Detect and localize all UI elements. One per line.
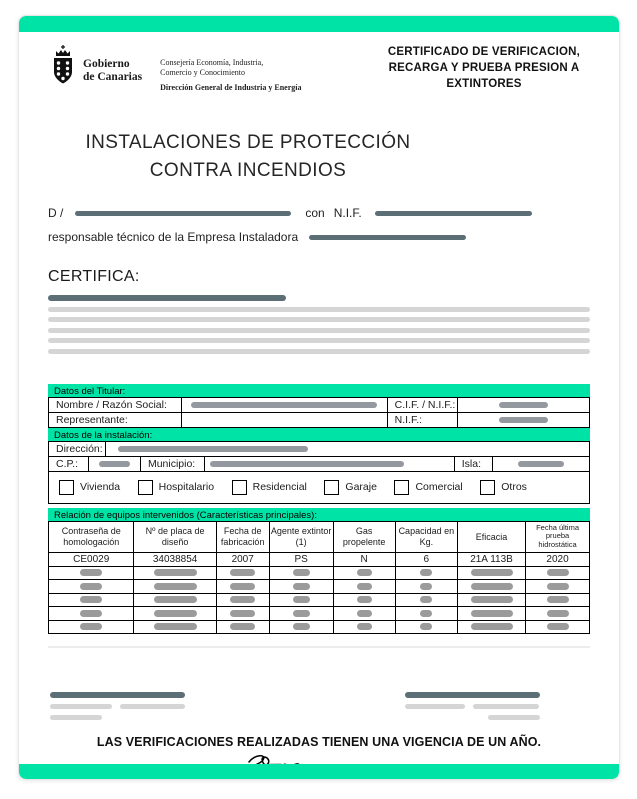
right-signatory-block [405, 692, 540, 720]
checkbox-hospitalario[interactable]: Hospitalario [138, 480, 214, 495]
equipment-body [49, 553, 590, 634]
redacted-cell-value [230, 610, 255, 617]
section-equipos [48, 508, 590, 635]
redacted-cell-value [357, 583, 372, 590]
redacted-cell-value [154, 569, 197, 576]
redacted-cell-value [420, 610, 432, 617]
redacted-cell-value [230, 569, 255, 576]
redacted-cell-value [154, 610, 197, 617]
checkbox-otros[interactable]: Otros [480, 480, 527, 495]
checkbox-box[interactable] [232, 480, 247, 495]
checkbox-box[interactable] [324, 480, 339, 495]
equipment-redacted-row [49, 620, 590, 634]
page-top-accent-bar [19, 16, 619, 32]
redacted-cell-value [230, 583, 255, 590]
col-agente: Agente extintor (1) [269, 521, 333, 553]
titular-table [48, 397, 590, 428]
d-label: D / [48, 206, 64, 221]
department-text: Consejería Economía, Industria, Comercio y Conocimiento Dirección General de Industria y Energía [160, 58, 302, 92]
checkbox-comercial[interactable]: Comercial [394, 480, 462, 495]
redacted-cell-value [471, 569, 513, 576]
redacted-cell-value [80, 596, 102, 603]
intro-lines [48, 206, 590, 244]
nombre-field[interactable] [182, 397, 388, 412]
document-header [48, 44, 590, 95]
section-datos-instalacion [48, 428, 590, 504]
col-contrasena: Contraseña de homologación [49, 521, 134, 553]
divider [48, 646, 590, 648]
canarias-coat-of-arms-icon [48, 44, 78, 95]
col-prueba-hidrostatica: Fecha última prueba hidrostática [526, 521, 590, 553]
redacted-cell-value [471, 596, 513, 603]
certifica-heading: CERTIFICA: [48, 268, 140, 286]
checkbox-vivienda[interactable]: Vivienda [59, 480, 120, 495]
nif-label: N.I.F. [333, 206, 362, 221]
checkbox-box[interactable] [138, 480, 153, 495]
redacted-cell-value [230, 623, 255, 630]
redacted-cell-value [420, 623, 432, 630]
checkbox-box[interactable] [394, 480, 409, 495]
certificate-page [18, 15, 620, 780]
redacted-cell-value [154, 596, 197, 603]
equipment-redacted-row [49, 607, 590, 621]
municipio-label: Municipio: [140, 456, 204, 471]
redacted-cell-value [471, 583, 513, 590]
redacted-cell-value [471, 610, 513, 617]
direccion-field[interactable] [105, 441, 589, 456]
redacted-cell-value [293, 569, 310, 576]
certifica-redacted-paragraph [48, 295, 590, 354]
redacted-cell-value [357, 596, 372, 603]
redacted-cell-value [420, 596, 432, 603]
table-row [49, 397, 590, 412]
vigencia-statement: LAS VERIFICACIONES REALIZADAS TIENEN UNA VIGENCIA DE UN AÑO. [96, 735, 542, 750]
equipment-data-row: CE0029 34038854 2007 PS N 6 21A 113B 2020 [49, 553, 590, 567]
redacted-cell-value [471, 623, 513, 630]
page-title: INSTALACIONES DE PROTECCIÓN CONTRA INCENDIOS [85, 132, 411, 181]
direccion-row [48, 441, 590, 457]
isla-label: Isla: [454, 456, 492, 471]
redacted-cell-value [420, 569, 432, 576]
equipment-header-row [49, 521, 590, 553]
page-bottom-accent-bar [19, 764, 619, 779]
redacted-name-value [75, 211, 291, 216]
signature-blocks [48, 692, 590, 720]
equipment-redacted-row [49, 566, 590, 580]
direccion-label: Dirección: [49, 441, 106, 456]
redacted-cell-value [80, 583, 102, 590]
titular-section-header: Datos del Titular: [48, 384, 590, 398]
col-placa: Nº de placa de diseño [134, 521, 216, 553]
nif-field[interactable] [457, 412, 589, 427]
left-signatory-block [50, 692, 185, 720]
gobierno-canarias-brand [48, 44, 302, 95]
redacted-cell-value [547, 623, 569, 630]
redacted-cell-value [357, 610, 372, 617]
org-name: Gobierno de Canarias [83, 58, 143, 84]
redacted-cell-value [357, 623, 372, 630]
redacted-cell-value [80, 623, 102, 630]
redacted-cell-value [80, 610, 102, 617]
col-capacidad: Capacidad en Kg. [395, 521, 457, 553]
tipo-instalacion-checkboxes [48, 472, 590, 504]
checkbox-box[interactable] [59, 480, 74, 495]
redacted-cell-value [293, 583, 310, 590]
certificate-title: CERTIFICADO DE VERIFICACION, RECARGA Y PRUEBA PRESION A EXTINTORES [387, 46, 581, 91]
checkbox-garaje[interactable]: Garaje [324, 480, 377, 495]
col-gas: Gas propelente [333, 521, 395, 553]
cif-field[interactable] [457, 397, 589, 412]
nif2-label: N.I.F.: [387, 412, 457, 427]
col-fabricacion: Fecha de fabricación [216, 521, 269, 553]
cp-field[interactable] [89, 456, 141, 471]
redacted-cell-value [230, 596, 255, 603]
equipment-table [48, 521, 590, 635]
redacted-nif-value [375, 211, 532, 216]
instalacion-section-header: Datos de la instalación: [48, 428, 590, 442]
col-eficacia: Eficacia [457, 521, 525, 553]
checkbox-box[interactable] [480, 480, 495, 495]
redacted-cell-value [357, 569, 372, 576]
redacted-cell-value [547, 569, 569, 576]
equipment-redacted-row [49, 593, 590, 607]
nombre-label: Nombre / Razón Social: [49, 397, 182, 412]
redacted-cell-value [293, 623, 310, 630]
representante-label: Representante: [49, 412, 182, 427]
redacted-cell-value [547, 596, 569, 603]
redacted-cell-value [547, 583, 569, 590]
redacted-cell-value [154, 583, 197, 590]
responsable-label: responsable técnico de la Empresa Instaladora [48, 230, 299, 245]
cp-label: C.P.: [49, 456, 89, 471]
redacted-cell-value [293, 596, 310, 603]
cp-municipio-isla-row [48, 456, 590, 472]
cif-label: C.I.F. / N.I.F.: [387, 397, 457, 412]
redacted-cell-value [154, 623, 197, 630]
municipio-field[interactable] [204, 456, 454, 471]
redacted-cell-value [80, 569, 102, 576]
table-row [49, 412, 590, 427]
representante-field[interactable] [182, 412, 388, 427]
con-label: con [305, 206, 325, 221]
section-datos-titular [48, 384, 590, 428]
isla-field[interactable] [492, 456, 589, 471]
redacted-cell-value [293, 610, 310, 617]
redacted-cell-value [547, 610, 569, 617]
redacted-empresa-value [309, 235, 466, 240]
checkbox-residencial[interactable]: Residencial [232, 480, 307, 495]
equipos-section-header: Relación de equipos intervenidos (Características principales): [48, 508, 590, 522]
equipment-redacted-row [49, 580, 590, 594]
redacted-cell-value [420, 583, 432, 590]
